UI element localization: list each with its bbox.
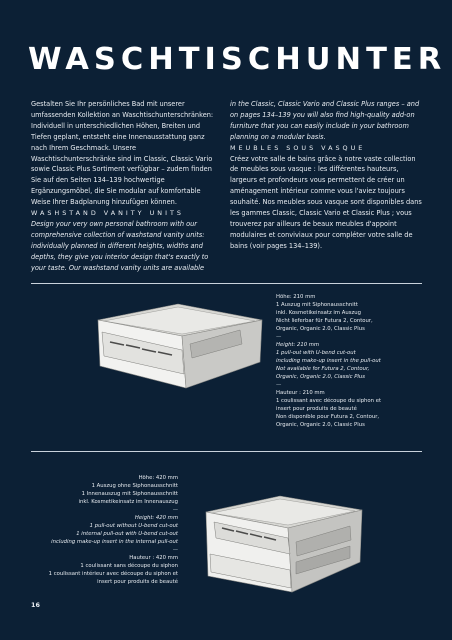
spec-420-en-line: Height: 420 mm — [134, 515, 178, 521]
english-intro: Design your very own personal bathroom with our comprehensive collection of washstand vanity units: individually planned in different heights, widths and depths, they give you interior design that's exactly to your taste. Our washstand vanity units are available — [31, 219, 209, 272]
spec-210-fr-line: insert pour produits de beauté — [276, 406, 357, 412]
vanity-unit-420-drawing — [200, 492, 370, 604]
spec-210-en-line: Height: 210 mm — [276, 342, 320, 348]
spec-210-fr-line: Organic, Organic 2.0, Classic Plus — [276, 422, 365, 428]
german-intro: Gestalten Sie Ihr persönliches Bad mit unserer umfassenden Kollektion an Waschtischunterschränken: Individuell in unterschiedlichen Höhen, Breiten und Tiefen geplant, entsteht eine Innenausstattung ganz nach Ihrem Geschmack. Unsere Waschtischunterschränke sind im Classic, Classic Vario sowie Classic Plus Sortiment verfügbar – zudem finden Sie auf den Seiten 134–139 hochwertige Ergänzungsmöbel, die Sie modular auf komfortable Weise Ihrer Badplanung hinzufügen können. — [31, 100, 214, 207]
spec-210-en-line: Organic, Organic 2.0, Classic Plus — [276, 374, 366, 380]
spec-420-fr-line: 1 coulissant sans découpe du siphon — [80, 563, 178, 569]
english-heading: WASHSTAND VANITY UNITS — [31, 209, 184, 218]
page-number: 16 — [31, 601, 40, 609]
page-title: WASCHTISCHUNTER — [28, 42, 447, 77]
spec-420-fr-line: insert pour produits de beauté — [97, 579, 178, 585]
spec-420 — [40, 474, 178, 586]
spec-420-de-line: 1 Innenauszug mit Siphonausschnitt — [81, 491, 178, 497]
spec-210 — [276, 293, 426, 429]
spec-separator: — — [172, 547, 178, 553]
vanity-unit-210-drawing — [90, 300, 270, 410]
spec-420-en-line: 1 internal pull-out with U-bend cut-out — [76, 531, 178, 537]
spec-210-de-line: inkl. Kosmetikeinsatz im Auszug — [276, 310, 361, 316]
spec-420-de-line: inkl. Kosmetikeinsatz im Innenauszug — [78, 499, 178, 505]
spec-210-en-line: 1 pull-out with U-bend cut-out — [276, 350, 356, 356]
spec-420-de-line: Höhe: 420 mm — [138, 475, 178, 481]
spec-separator: — — [276, 334, 282, 340]
right-text-column — [230, 99, 424, 252]
spec-210-en-line: Not available for Futura 2, Contour, — [276, 366, 370, 372]
spec-420-de-line: 1 Auszug ohne Siphonausschnitt — [91, 483, 178, 489]
divider-top — [31, 283, 422, 284]
divider-middle — [31, 451, 422, 452]
spec-210-en-line: including make-up insert in the pull-out — [276, 358, 381, 364]
spec-210-fr-line: Non disponible pour Futura 2, Contour, — [276, 414, 380, 420]
french-intro: Créez votre salle de bains grâce à notre vaste collection de meubles sous vasque : les différentes hauteurs, largeurs et profondeurs vous permettent de créer un aménagement intérieur comme vous l'aviez toujours souhaité. Nos meubles sous vasque sont disponibles dans les gammes Classic, Classic Vario et Classic Plus ; vous trouverez par ailleurs de beaux meubles d'appoint modulaires et conviviaux pour compléter votre salle de bains (voir pages 134–139). — [230, 154, 422, 250]
spec-separator: — — [172, 507, 178, 513]
spec-420-fr-line: Hauteur : 420 mm — [129, 555, 178, 561]
english-intro-continued: in the Classic, Classic Vario and Classic Plus ranges – and on pages 134–139 you will also find high-quality add-on furniture that you can easily include in your bathroom planning on a modular basis. — [230, 100, 420, 141]
spec-420-en-line: 1 pull-out without U-bend cut-out — [89, 523, 178, 529]
spec-210-de-line: Höhe: 210 mm — [276, 294, 316, 300]
spec-210-de-line: 1 Auszug mit Siphonausschnitt — [276, 302, 358, 308]
spec-210-de-line: Organic, Organic 2.0, Classic Plus — [276, 326, 365, 332]
french-heading: MEUBLES SOUS VASQUE — [230, 143, 366, 152]
left-text-column — [31, 99, 221, 274]
spec-210-de-line: Nicht lieferbar für Futura 2, Contour, — [276, 318, 373, 324]
spec-210-fr-line: Hauteur : 210 mm — [276, 390, 325, 396]
spec-210-fr-line: 1 coulissant avec découpe du siphon et — [276, 398, 382, 404]
spec-separator: — — [276, 382, 282, 388]
spec-420-fr-line: 1 coulissant intérieur avec découpe du siphon et — [48, 571, 178, 577]
spec-420-en-line: including make-up insert in the internal pull-out — [51, 539, 178, 545]
